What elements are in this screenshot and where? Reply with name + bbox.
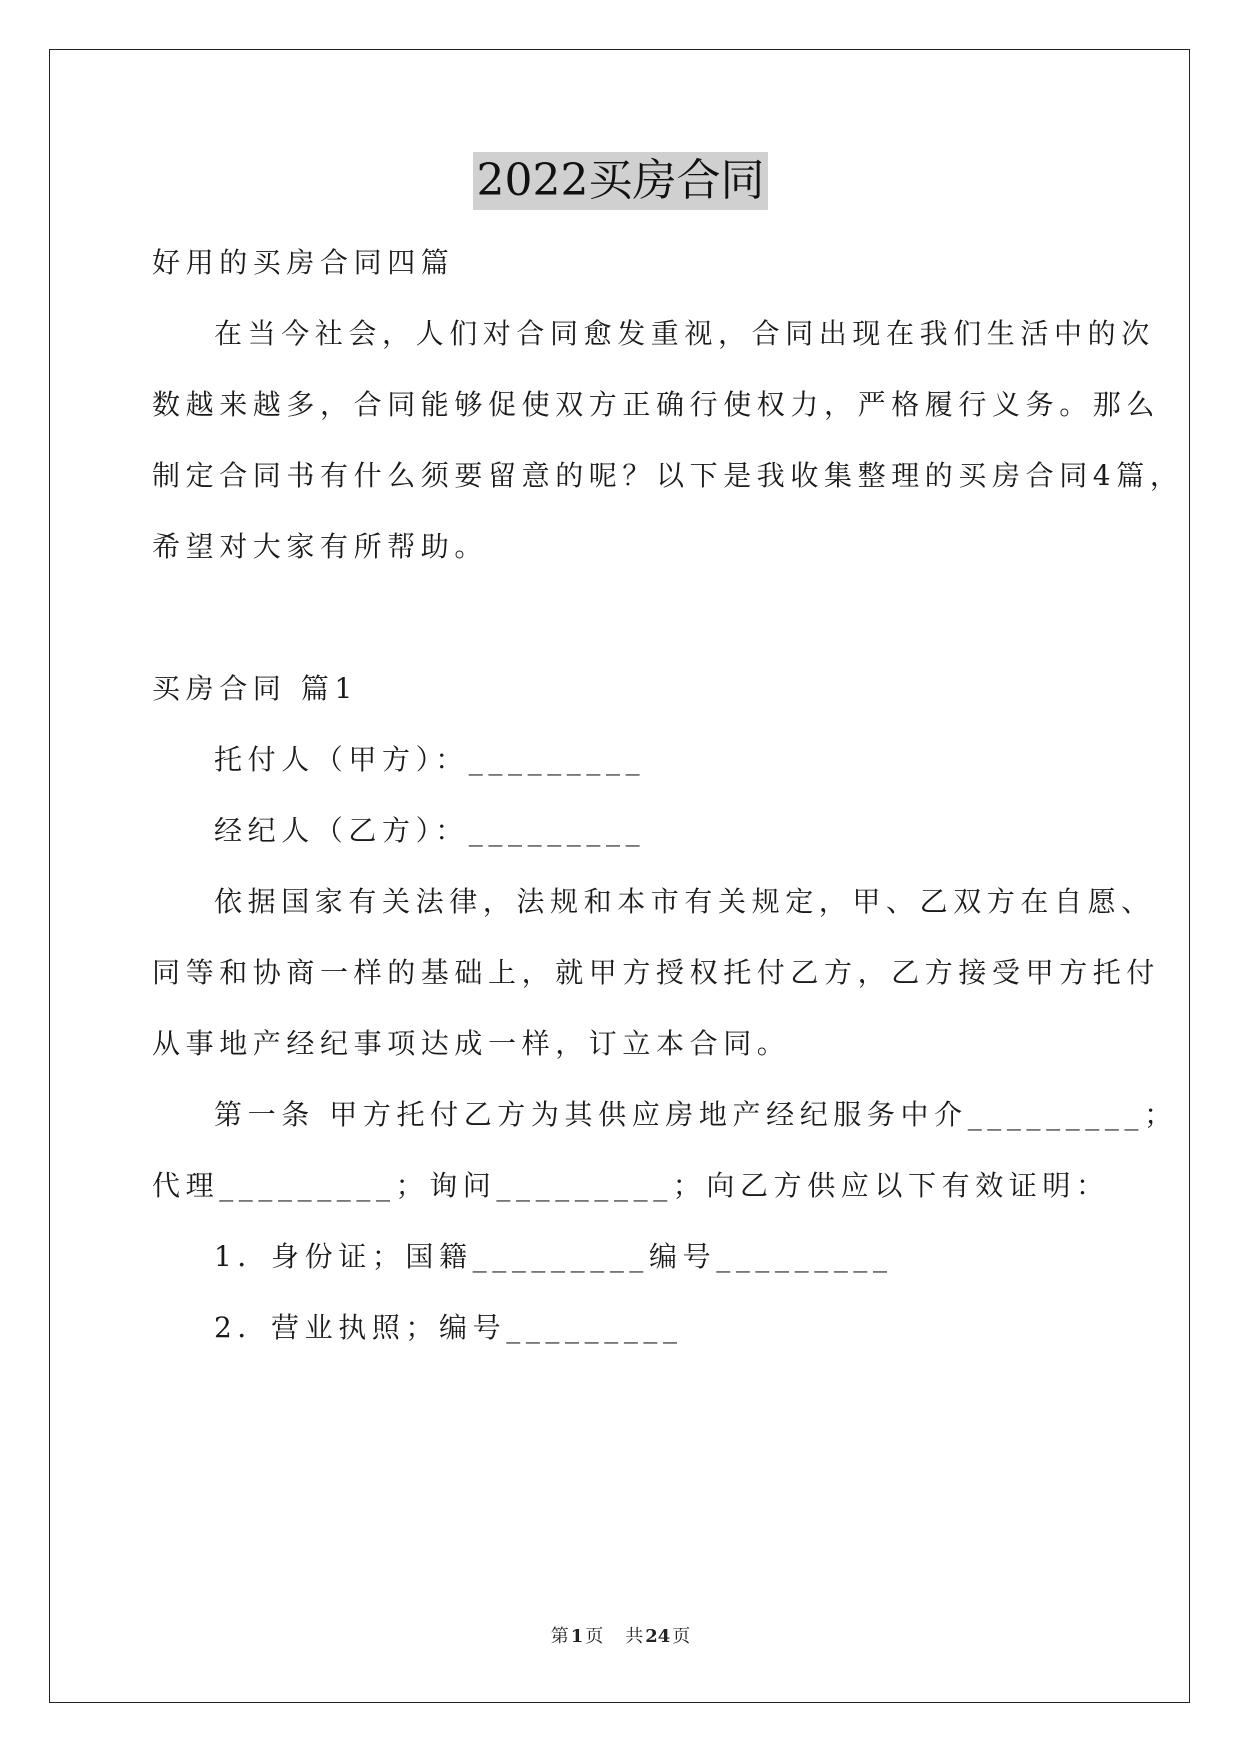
page-suffix: 页 <box>585 1626 604 1647</box>
paragraph-line: 制定合同书有什么须要留意的呢？以下是我收集整理的买房合同4篇， <box>152 459 1184 492</box>
article-line: 第一条 甲方托付乙方为其供应房地产经纪服务中介_________； <box>214 1098 1178 1131</box>
paragraph-line: 数越来越多，合同能够促使双方正确行使权力，严格履行义务。那么 <box>152 388 1161 421</box>
page-prefix: 第 <box>550 1626 569 1647</box>
paragraph-line: 依据国家有关法律，法规和本市有关规定，甲、乙双方在自愿、 <box>214 885 1155 918</box>
subtitle-line: 好用的买房合同四篇 <box>152 246 455 279</box>
document-title: 2022买房合同 <box>473 152 769 210</box>
article-line: 代理_________；询问_________；向乙方供应以下有效证明： <box>152 1169 1110 1202</box>
paragraph-line: 在当今社会，人们对合同愈发重视，合同出现在我们生活中的次 <box>214 317 1155 350</box>
page-number: 1 <box>570 1626 584 1647</box>
total-suffix: 页 <box>672 1626 691 1647</box>
list-item: 1．身份证；国籍_________编号_________ <box>214 1240 893 1273</box>
page-border <box>49 49 1190 1703</box>
page-footer <box>0 1625 1241 1649</box>
paragraph-line: 同等和协商一样的基础上，就甲方授权托付乙方，乙方接受甲方托付 <box>152 956 1161 989</box>
total-prefix: 共 <box>625 1626 644 1647</box>
total-pages: 24 <box>645 1626 671 1647</box>
party-b-line: 经纪人（乙方）：_________ <box>214 814 646 847</box>
title-container <box>0 152 1241 210</box>
paragraph-line: 从事地产经纪事项达成一样，订立本合同。 <box>152 1027 791 1060</box>
list-item: 2．营业执照；编号_________ <box>214 1311 683 1344</box>
section-heading: 买房合同 篇1 <box>152 672 358 705</box>
paragraph-line: 希望对大家有所帮助。 <box>152 530 489 563</box>
party-a-line: 托付人（甲方）：_________ <box>214 743 646 776</box>
